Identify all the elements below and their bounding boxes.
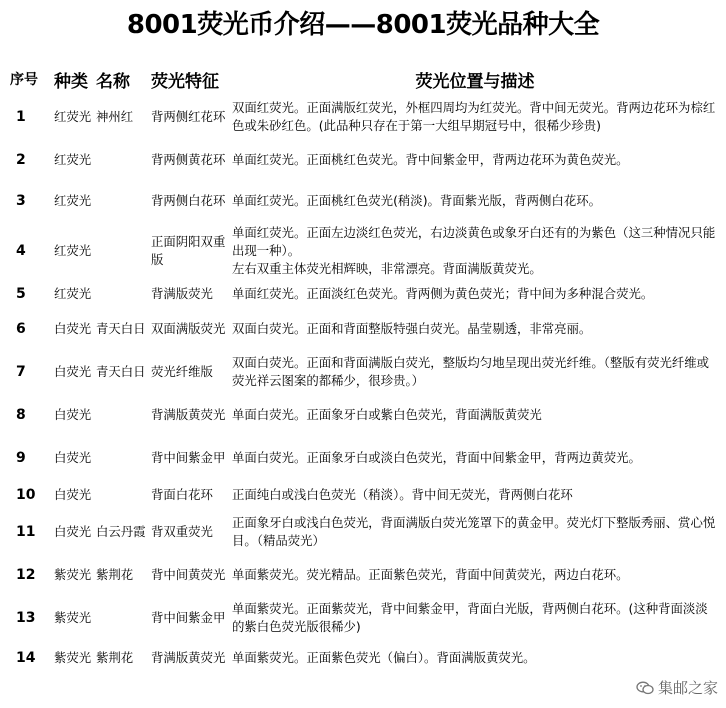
watermark	[636, 677, 718, 698]
header-name: 名称	[96, 71, 130, 92]
row-name: 青天白日	[96, 364, 146, 379]
row-no: 11	[16, 524, 36, 540]
table-row	[8, 510, 720, 554]
row-name	[94, 180, 149, 222]
row-no: 8	[16, 407, 26, 423]
row-desc: 双面白荧光。正面和背面整版特强白荧光。晶莹剔透，非常亮丽。	[232, 321, 592, 336]
row-desc: 单面紫荧光。正面紫荧光，背中间紫金甲，背面白光版，背两侧白花环。(这种背面淡淡的紫白色荧光版很稀少)	[232, 601, 708, 634]
table-row	[8, 554, 720, 596]
header-type: 种类	[54, 71, 88, 92]
row-desc: 双面红荧光。正面满版红荧光，外框四周均为红荧光。背中间无荧光。背两边花环为棕红色或朱砂红色。(此品种只存在于第一大组早期冠号中，很稀少珍贵)	[232, 100, 716, 133]
row-no: 6	[16, 321, 26, 337]
row-feature: 背中间紫金甲	[151, 610, 226, 625]
row-feature: 背两侧黄花环	[151, 152, 226, 167]
row-no: 7	[16, 364, 26, 380]
header-feature: 荧光特征	[151, 71, 219, 92]
row-desc: 双面白荧光。正面和背面满版白荧光，整版均匀地呈现出荧光纤维。（整版有荧光纤维或荧光祥云图案的都稀少，很珍贵。）	[232, 355, 710, 388]
row-no: 4	[16, 243, 26, 259]
table-row	[8, 222, 720, 280]
row-feature: 背两侧白花环	[151, 193, 226, 208]
header-desc: 荧光位置与描述	[415, 71, 535, 92]
row-name	[94, 140, 149, 180]
table-row	[8, 596, 720, 640]
row-desc: 单面红荧光。正面桃红色荧光(稍淡)。背面紫光版，背两侧白花环。	[232, 193, 601, 208]
row-feature: 背面白花环	[151, 487, 213, 502]
header-no: 序号	[10, 72, 38, 88]
row-feature: 背满版荧光	[151, 286, 213, 301]
row-desc-line-2: 左右双重主体荧光相辉映，非常漂亮。背面满版黄荧光。	[232, 261, 542, 276]
row-name	[94, 394, 149, 436]
table-row	[8, 140, 720, 180]
fluorescence-table	[8, 64, 720, 676]
row-no: 10	[16, 487, 36, 503]
table-row	[8, 394, 720, 436]
row-name	[94, 436, 149, 480]
row-feature: 背满版黄荧光	[151, 407, 226, 422]
row-desc: 正面象牙白或浅白色荧光，背面满版白荧光笼罩下的黄金甲。荧光灯下整版秀丽、赏心悦目。（精品荧光）	[232, 515, 716, 548]
row-type: 红荧光	[54, 109, 92, 124]
row-no: 5	[16, 286, 26, 302]
row-name: 紫荆花	[96, 650, 134, 665]
row-no: 14	[16, 650, 36, 666]
row-desc: 单面白荧光。正面象牙白或淡白色荧光，背面中间紫金甲，背两边黄荧光。	[232, 450, 641, 465]
row-name	[94, 280, 149, 308]
row-no: 12	[16, 567, 36, 583]
table-header-row	[8, 64, 720, 94]
row-desc: 单面紫荧光。正面紫色荧光（偏白）。背面满版黄荧光。	[232, 650, 536, 665]
table-row	[8, 94, 720, 140]
row-no: 1	[16, 109, 26, 125]
row-no: 9	[16, 450, 26, 466]
row-name	[94, 480, 149, 510]
table-row	[8, 436, 720, 480]
row-type: 白荧光	[54, 487, 92, 502]
row-name	[94, 596, 149, 640]
row-desc: 单面紫荧光。荧光精品。正面紫色荧光，背面中间黄荧光，两边白花环。	[232, 567, 629, 582]
row-type: 白荧光	[54, 524, 92, 539]
row-type: 紫荧光	[54, 610, 92, 625]
table-row	[8, 180, 720, 222]
row-type: 白荧光	[54, 407, 92, 422]
row-desc: 单面红荧光。正面淡红色荧光。背两侧为黄色荧光；背中间为多种混合荧光。	[232, 286, 654, 301]
row-desc	[230, 222, 720, 280]
row-feature: 正面阴阳双重版	[151, 234, 226, 267]
row-no: 2	[16, 152, 26, 168]
row-desc: 正面纯白或浅白色荧光（稍淡）。背中间无荧光，背两侧白花环	[232, 487, 573, 502]
row-type: 白荧光	[54, 364, 92, 379]
row-type: 白荧光	[54, 450, 92, 465]
row-type: 红荧光	[54, 152, 92, 167]
row-feature: 背双重荧光	[151, 524, 213, 539]
row-feature: 双面满版荧光	[151, 321, 226, 336]
row-feature: 背中间黄荧光	[151, 567, 226, 582]
row-no: 3	[16, 193, 26, 209]
row-feature: 荧光纤维版	[151, 364, 213, 379]
row-type: 红荧光	[54, 243, 92, 258]
table-row	[8, 308, 720, 350]
row-no: 13	[16, 610, 36, 626]
wechat-icon	[636, 681, 654, 695]
page-title: 8001荧光币介绍——8001荧光品种大全	[126, 10, 600, 40]
row-name: 紫荆花	[96, 567, 134, 582]
row-name: 青天白日	[96, 321, 146, 336]
table-row	[8, 350, 720, 394]
table-row	[8, 640, 720, 676]
row-type: 紫荧光	[54, 650, 92, 665]
table-row	[8, 280, 720, 308]
row-type: 红荧光	[54, 286, 92, 301]
row-feature: 背满版黄荧光	[151, 650, 226, 665]
row-type: 紫荧光	[54, 567, 92, 582]
row-feature: 背两侧红花环	[151, 109, 226, 124]
row-name: 白云丹霞	[96, 524, 146, 539]
table-row	[8, 480, 720, 510]
row-name: 神州红	[96, 109, 134, 124]
row-desc: 单面白荧光。正面象牙白或紫白色荧光，背面满版黄荧光	[232, 407, 542, 422]
row-type: 白荧光	[54, 321, 92, 336]
row-desc: 单面红荧光。正面桃红色荧光。背中间紫金甲，背两边花环为黄色荧光。	[232, 152, 629, 167]
row-type: 红荧光	[54, 193, 92, 208]
watermark-text: 集邮之家	[657, 679, 718, 697]
row-name	[94, 222, 149, 280]
row-desc-line-1: 单面红荧光。正面左边淡红色荧光，右边淡黄色或象牙白还有的为紫色（这三种情况只能出现一种）。	[232, 225, 716, 258]
row-feature: 背中间紫金甲	[151, 450, 226, 465]
